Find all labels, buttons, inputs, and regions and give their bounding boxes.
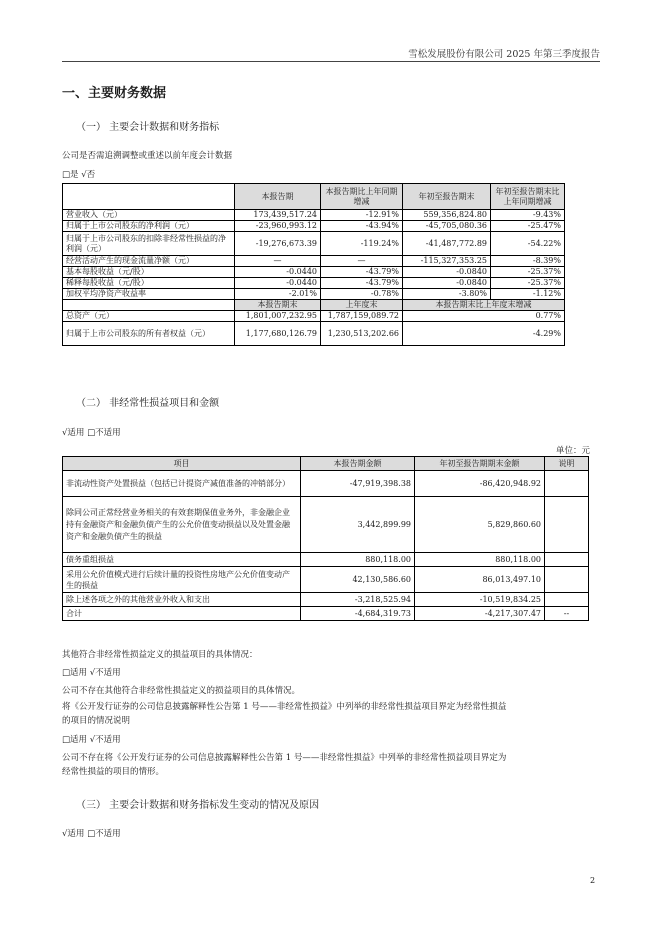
- table2-header: 本报告期金额: [301, 457, 415, 471]
- row-label: 非流动性资产处置损益（包括已计提资产减值准备的冲销部分）: [63, 471, 301, 497]
- row-label: 采用公允价值模式进行后续计量的投资性房地产公允价值变动产生的损益: [63, 567, 301, 593]
- cell-value: -86,420,948.92: [415, 471, 545, 497]
- cell-value: -4,684,319.73: [301, 607, 415, 621]
- cell-value: -4.29%: [403, 322, 565, 346]
- row-label: 归属于上市公司股东的净利润（元）: [63, 221, 235, 232]
- row-label: 除同公司正常经营业务相关的有效套期保值业务外，非金融企业持有金融资产和金融负债产生的公允价值变动损益以及处置金融资产和金融负债产生的损益: [63, 497, 301, 553]
- cell-value: 42,130,586.60: [301, 567, 415, 593]
- note-statement-2a: 将《公开发行证券的公司信息披露解释性公告第 1 号——非经常性损益》中列举的非经常性损益项目界定为经常性损益: [62, 702, 507, 712]
- note-statement-1: 公司不存在其他符合非经常性损益定义的损益项目的具体情况。: [62, 686, 301, 696]
- cell-note: [545, 593, 589, 607]
- cell-note: --: [545, 607, 589, 621]
- cell-value: -41,487,772.89: [403, 232, 491, 256]
- note-other-items: 其他符合非经常性损益定义的损益项目的具体情况：: [62, 650, 258, 660]
- note-statement-3a: 公司不存在将《公开发行证券的公司信息披露解释性公告第 1 号——非经常性损益》中列举的非经常性损益项目界定为: [62, 753, 507, 763]
- cell-value: -4,217,307.47: [415, 607, 545, 621]
- row-label: 经营活动产生的现金流量净额（元）: [63, 256, 235, 267]
- table-row: [63, 232, 565, 256]
- cell-value: -3,218,525.94: [301, 593, 415, 607]
- cell-value: 5,829,860.60: [415, 497, 545, 553]
- table1-header: 年初至报告期末比上年同期增减: [491, 184, 565, 210]
- table-subheader-row: [63, 300, 565, 311]
- cell-value: -10,519,834.25: [415, 593, 545, 607]
- table-row: [63, 567, 589, 593]
- table2-header: 说明: [545, 457, 589, 471]
- cell-value: -0.0440: [235, 267, 321, 278]
- table1-subheader: 本报告期末比上年度末增减: [403, 300, 565, 311]
- subsection-title-1: （一） 主要会计数据和财务指标: [76, 122, 220, 133]
- cell-value: -0.0440: [235, 278, 321, 289]
- cell-value: -2.01%: [235, 289, 321, 300]
- cell-value: -12.91%: [321, 210, 403, 221]
- row-label: 稀释每股收益（元/股）: [63, 278, 235, 289]
- table1-subheader: 本报告期末: [235, 300, 321, 311]
- cell-note: [545, 567, 589, 593]
- cell-value: -9.43%: [491, 210, 565, 221]
- table-row: [63, 210, 565, 221]
- cell-value: -1.12%: [491, 289, 565, 300]
- cell-value: -43.79%: [321, 278, 403, 289]
- cell-value: -0.0840: [403, 267, 491, 278]
- key-financial-table: [62, 183, 565, 346]
- cell-value: 0.77%: [403, 311, 565, 322]
- section-title: 一、主要财务数据: [62, 86, 167, 101]
- cell-value: -43.94%: [321, 221, 403, 232]
- note-options-2: □适用 √不适用: [62, 735, 121, 745]
- cell-note: [545, 471, 589, 497]
- cell-value: -25.37%: [491, 267, 565, 278]
- cell-value: -23,960,993.12: [235, 221, 321, 232]
- note-statement-2b: 的项目的情况说明: [62, 716, 131, 726]
- note-statement-3b: 经常性损益的项目的情形。: [62, 767, 165, 777]
- change-options: √适用 □不适用: [62, 829, 121, 839]
- subsection-title-2: （二） 非经常性损益项目和金额: [76, 398, 220, 409]
- table1-subheader: 上年度末: [321, 300, 403, 311]
- cell-value: 880,118.00: [301, 553, 415, 567]
- applicability-options: √适用 □不适用: [62, 428, 121, 438]
- row-label: 总资产（元）: [63, 311, 235, 322]
- table-row: [63, 267, 565, 278]
- note-options-1: □适用 √不适用: [62, 668, 121, 678]
- cell-value: -25.37%: [491, 278, 565, 289]
- row-label: 加权平均净资产收益率: [63, 289, 235, 300]
- cell-value: -45,705,080.36: [403, 221, 491, 232]
- unit-label: 单位：元: [555, 446, 590, 456]
- row-label: 基本每股收益（元/股）: [63, 267, 235, 278]
- row-label: 债务重组损益: [63, 553, 301, 567]
- header-divider: [62, 61, 600, 62]
- table-row: [63, 497, 589, 553]
- cell-value: 1,787,159,089.72: [321, 311, 403, 322]
- table-row-total: [63, 607, 589, 621]
- cell-value: 3,442,899.99: [301, 497, 415, 553]
- table-row: [63, 553, 589, 567]
- cell-value: 1,801,007,232.95: [235, 311, 321, 322]
- cell-value: —: [235, 256, 321, 267]
- subsection-title-3: （三） 主要会计数据和财务指标发生变动的情况及原因: [76, 800, 320, 811]
- cell-value: -115,327,353.25: [403, 256, 491, 267]
- table-row: [63, 278, 565, 289]
- cell-value: -25.47%: [491, 221, 565, 232]
- row-label: 营业收入（元）: [63, 210, 235, 221]
- row-label: 除上述各项之外的其他营业外收入和支出: [63, 593, 301, 607]
- cell-value: -3.80%: [403, 289, 491, 300]
- table-row: [63, 221, 565, 232]
- table-row: [63, 322, 565, 346]
- row-label: 归属于上市公司股东的扣除非经常性损益的净利润（元）: [63, 232, 235, 256]
- table1-header-blank: [63, 184, 235, 210]
- cell-value: 559,356,824.80: [403, 210, 491, 221]
- row-label: 归属于上市公司股东的所有者权益（元）: [63, 322, 235, 346]
- table-row: [63, 289, 565, 300]
- restatement-options: □是 √否: [62, 170, 96, 180]
- cell-value: -0.78%: [321, 289, 403, 300]
- cell-value: 1,177,680,126.79: [235, 322, 321, 346]
- table1-header-blank: [63, 300, 235, 311]
- cell-value: 173,439,517.24: [235, 210, 321, 221]
- cell-value: -19,276,673.39: [235, 232, 321, 256]
- cell-note: [545, 497, 589, 553]
- cell-value: 880,118.00: [415, 553, 545, 567]
- cell-value: 86,013,497.10: [415, 567, 545, 593]
- table-row: [63, 471, 589, 497]
- cell-value: -8.39%: [491, 256, 565, 267]
- non-recurring-table: [62, 456, 589, 621]
- page-number: 2: [590, 876, 596, 885]
- page-header: 雪松发展股份有限公司 2025 年第三季度报告: [408, 49, 600, 60]
- cell-value: -47,919,398.38: [301, 471, 415, 497]
- table-row: [63, 311, 565, 322]
- cell-value: —: [321, 256, 403, 267]
- row-label: 合计: [63, 607, 301, 621]
- cell-value: -54.22%: [491, 232, 565, 256]
- table2-header: 年初至报告期期末金额: [415, 457, 545, 471]
- restatement-question: 公司是否需追溯调整或重述以前年度会计数据: [62, 151, 233, 161]
- table-row: [63, 256, 565, 267]
- cell-value: -43.79%: [321, 267, 403, 278]
- table2-header: 项目: [63, 457, 301, 471]
- cell-note: [545, 553, 589, 567]
- table1-header: 本报告期: [235, 184, 321, 210]
- cell-value: -119.24%: [321, 232, 403, 256]
- table1-header: 本报告期比上年同期增减: [321, 184, 403, 210]
- table-row: [63, 593, 589, 607]
- cell-value: 1,230,513,202.66: [321, 322, 403, 346]
- table1-header: 年初至报告期末: [403, 184, 491, 210]
- cell-value: -0.0840: [403, 278, 491, 289]
